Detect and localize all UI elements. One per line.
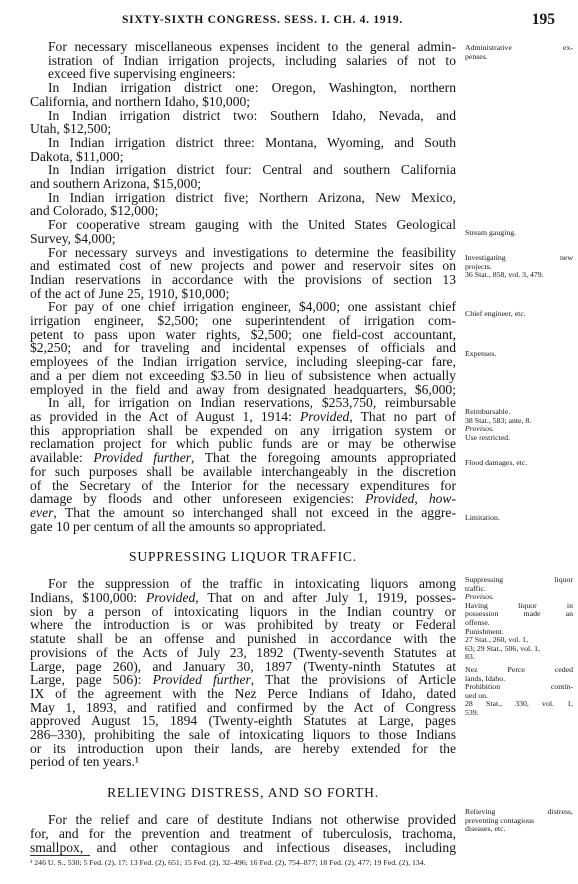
main-text — [30, 40, 456, 854]
margin-note-chief-engineer: Chief engineer, etc. — [465, 309, 526, 318]
margin-note-investigating: Investigating new projects. 36 Stat., 858, vol. 3, 479. — [465, 253, 573, 280]
margin-notes — [465, 0, 573, 884]
paragraph-relief: For the relief and care of destitute Indians not otherwise provided for, and for the prevention and treatment of tuberculosis, trachoma, smallpox, and other contagious and infectious diseases, including — [30, 812, 456, 855]
margin-note-reimbursable: Reimbursable. 38 Stat., 583; ante, 8. Provisos. Use restricted. — [465, 407, 532, 442]
margin-note-expenses: Expenses. — [465, 349, 497, 358]
paragraph-liquor-traffic: For the suppression of the traffic in intoxicating liquors among Indians, $100,000: Provided, That on and after July 1, 1919, posses- sion by a person of intoxicating liquors in the Indian country or where the introduction is or was prohibited by treaty or Federal statute shall be an offense and punished in accordance with the provisions of the Acts of July 23, 1892 (Twenty-seventh Statutes at Large, page 260), and January 30, 1897 (Twenty-ninth Statutes at Large, page 506): Provided further, That the provisions of Article IX of the agreement with the Nez Perce Indians of Idaho, dated May 1, 1893, and ratified and confirmed by the Act of Congress approved August 15, 1894 (Twenty-eighth Statutes at Large, pages 286–330), prohibiting the sale of intoxicating liquors to those Indians or its introduction upon their lands, are hereby extended for the period of ten years.¹ — [30, 576, 457, 770]
paragraph-misc-expenses: For necessary miscellaneous expenses incident to the general admin- istration of Indian irrigation projects, including salaries of not to exceed five supervising engineers: — [48, 39, 456, 82]
paragraph-stream-gauging: For cooperative stream gauging with the United States Geological Survey, $4,000; — [30, 217, 456, 246]
paragraph-district-three: In Indian irrigation district three: Montana, Wyoming, and South Dakota, $11,000; — [30, 134, 456, 164]
paragraph-chief-engineer: For pay of one chief irrigation engineer, $4,000; one assistant chief irrigation engineer, $2,500; one superintendent of irrigation com- petent to pass upon water rights, $2,500; one field-cost accountant, $2,250; and for traveling and incidental expenses of officials and employees of the Indian irrigation service, including sleeping-car fare, and a per diem not exceeding $3.50 in lieu of subsistence when actually employed in the field and away from designated headquarters, $6,000; — [30, 299, 456, 397]
running-head: SIXTY-SIXTH CONGRESS. SESS. I. CH. 4. 1919. — [122, 13, 403, 26]
paragraph-district-one: In Indian irrigation district one: Oregon, Washington, northern California, and northern Idaho, $10,000; — [30, 80, 456, 109]
margin-note-nez-perce: Nez Perce ceded lands, Idaho. Prohibition contin- ued on. 28 Stat., 330, vol. 1, 539. — [465, 665, 573, 717]
margin-note-suppressing-liquor: Suppressing liquor traffic. Provisos. Having liquor in possession made an offense. Punishment. 27 Stat., 260, vol. 1, 63; 29 Stat., 506, vol. 1, 83. — [465, 575, 573, 662]
page-number: 195 — [531, 11, 555, 28]
margin-note-limitation: Limitation. — [465, 513, 500, 522]
footnote: ¹ 246 U. S., 530; 5 Fed. (2), 17; 13 Fed. (2), 651; 15 Fed. (2), 32–496; 16 Fed. (2), 754–877; 18 Fed. (2), 477; 19 Fed. (2), 134. — [30, 858, 426, 867]
margin-note-relieving-distress: Relieving distress, preventing contagious diseases, etc. — [465, 807, 573, 834]
margin-note-flood-damages: Flood damages, etc. — [465, 458, 528, 467]
paragraph-district-four: In Indian irrigation district four: Central and southern California and southern Arizona, $15,000; — [30, 162, 456, 192]
paragraph-district-two: In Indian irrigation district two: Southern Idaho, Nevada, and Utah, $12,500; — [30, 107, 456, 137]
paragraph-investigations: For necessary surveys and investigations to determine the feasibility and estimated cost of new projects and power and reservoir sites on Indian reservations in accordance with the provisions of section 13 of the act of June 25, 1910, $10,000; — [30, 244, 456, 301]
margin-note-administrative: Administrative ex- penses. — [465, 43, 573, 61]
margin-note-stream-gauging: Stream gauging. — [465, 228, 517, 237]
section-heading-relief: RELIEVING DISTRESS, AND SO FORTH. — [107, 785, 379, 801]
section-heading-liquor: SUPPRESSING LIQUOR TRAFFIC. — [129, 549, 357, 565]
paragraph-in-all: In all, for irrigation on Indian reservations, $253,750, reimbursable as provided in the Act of August 1, 1914: Provided, That no part of this appropriation shall be expended on any irrigation system or reclamation project for which public funds are or may be otherwise available: Provided further, That the foregoing amounts appropriated for such purposes shall be available interchangeably in the discretion of the Secretary of the Interior for the necessary expenditures for damage by floods and other unforeseen exigencies: Provided, how- ever, That the amount so interchanged shall not exceed in the aggre- gate 10 per centum of all the amounts so appropriated. — [30, 395, 457, 534]
footnote-rule — [30, 855, 90, 856]
paragraph-district-five: In Indian irrigation district five; Northern Arizona, New Mexico, and Colorado, $12,000; — [30, 189, 456, 219]
